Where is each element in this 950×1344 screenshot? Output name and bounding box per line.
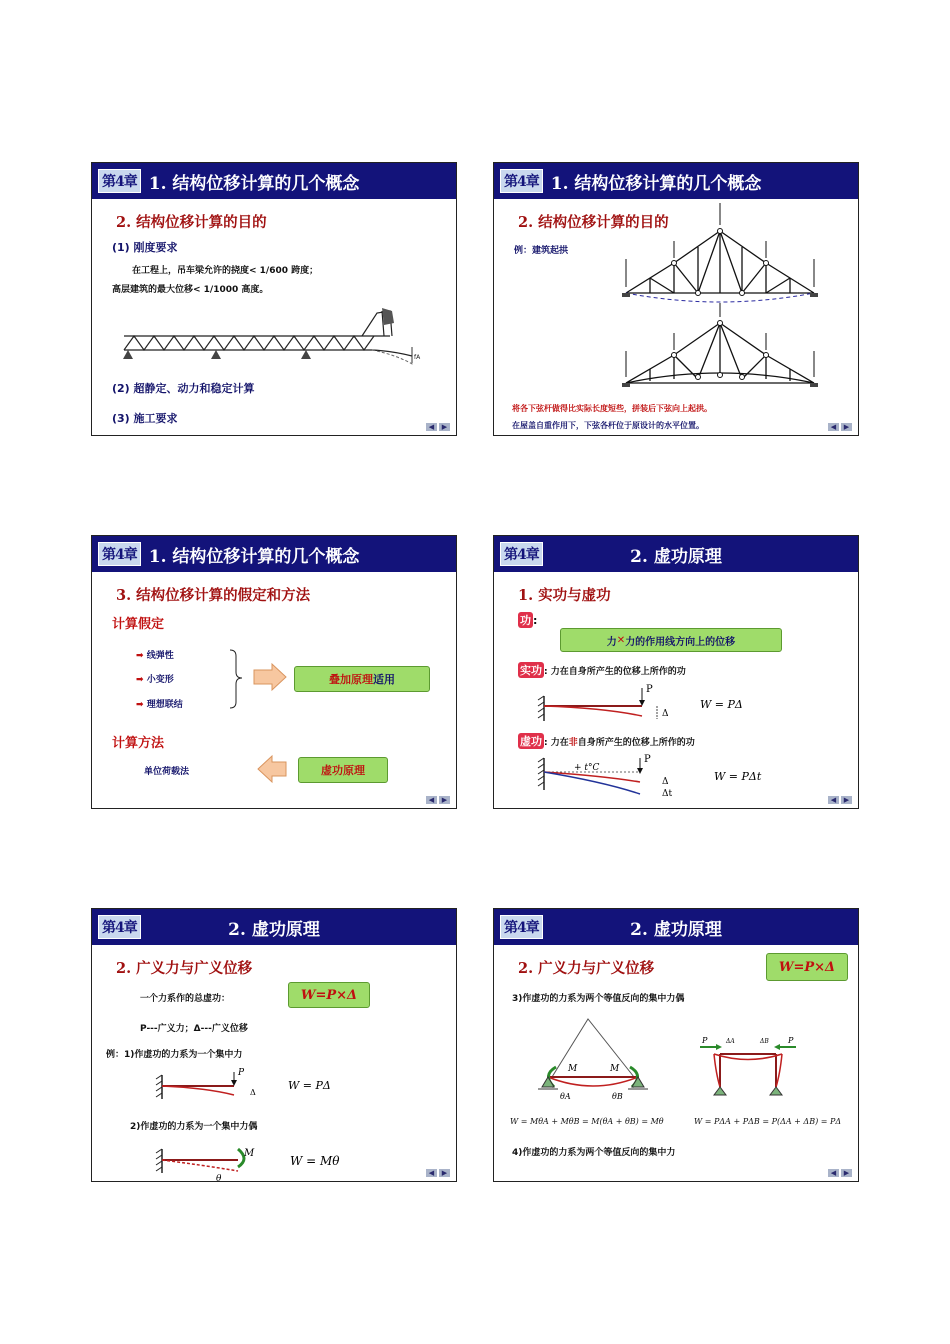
slide-3 (91, 535, 457, 809)
prev-arrow-icon[interactable]: ◀ (426, 1169, 437, 1177)
svg-text:M: M (244, 1148, 255, 1159)
slide-6 (493, 908, 859, 1182)
svg-text:P: P (788, 1036, 794, 1045)
eq-left: W = MθA + MθB = M(θA + θB) = Mθ (510, 1117, 664, 1126)
slide-nav (828, 423, 852, 431)
svg-text:Δt: Δt (662, 789, 673, 799)
bullet-arrow-icon: ➡ (136, 675, 144, 685)
slide-2 (493, 162, 859, 436)
chapter-badge: 第4章 (98, 542, 141, 566)
svg-text:θA: θA (560, 1092, 571, 1101)
svg-text:Δ: Δ (662, 777, 669, 787)
example-2: 2)作虚功的力系为一个集中力偶 (130, 1122, 258, 1132)
slide-5 (91, 908, 457, 1182)
svg-text:M: M (610, 1064, 620, 1074)
text-line-1: 在工程上，吊车梁允许的挠度< 1/600 跨度； (132, 266, 319, 276)
total-work-text: 一个力系作的总虚功： (140, 994, 231, 1004)
item-indeterminate: (2) 超静定、动力和稳定计算 (112, 382, 255, 395)
method-heading: 计算方法 (112, 736, 165, 751)
note-1: 将各下弦杆做得比实际长度短些，拼装后下弦向上起拱。 (512, 404, 712, 413)
slide-subtitle: 3. 结构位移计算的假定和方法 (116, 587, 311, 604)
item-stiffness: (1) 刚度要求 (112, 241, 178, 254)
text-line-2: 高层建筑的最大位移< 1/1000 高度。 (112, 285, 269, 295)
work-definition-box: 力 ✕ 力的作用线方向上的位移 (560, 628, 782, 652)
slide-subtitle: 2. 广义力与广义位移 (116, 960, 253, 977)
note-2: 在屋盖自重作用下，下弦各杆位于原设计的水平位置。 (512, 421, 704, 430)
couples-figure (494, 909, 859, 1182)
next-arrow-icon[interactable]: ▶ (841, 796, 852, 804)
next-arrow-icon[interactable]: ▶ (841, 423, 852, 431)
formula-box: W=P×Δ (766, 953, 848, 981)
slide-nav (828, 1169, 852, 1177)
svg-text:Δ: Δ (662, 709, 669, 719)
prev-arrow-icon[interactable]: ◀ (828, 423, 839, 431)
couple-figure (92, 909, 457, 1182)
svg-text:P: P (238, 1068, 245, 1078)
bullet-arrow-icon: ➡ (136, 651, 144, 661)
assumption-item: ➡ 小变形 (136, 675, 174, 685)
virtual-work-label: 虚功 : 力在非自身所产生的位移上所作的功 (520, 735, 695, 748)
svg-text:P: P (702, 1036, 708, 1045)
svg-text:P: P (644, 754, 651, 765)
prev-arrow-icon[interactable]: ◀ (426, 423, 437, 431)
prev-arrow-icon[interactable]: ◀ (426, 796, 437, 804)
chapter-badge: 第4章 (98, 915, 141, 939)
case-3: 3)作虚功的力系为两个等值反向的集中力偶 (512, 994, 685, 1004)
example-label: 例：建筑起拱 (514, 246, 569, 256)
superposition-box: 叠加原理 适用 (294, 666, 430, 692)
eq-virtual-work: W = PΔt (714, 770, 762, 783)
multiply-icon: ✕ (616, 634, 626, 646)
eq-right: W = PΔA + PΔB = P(ΔA + ΔB) = PΔ (694, 1117, 842, 1126)
formula-box: W=P×Δ (288, 982, 370, 1008)
slide-subtitle: 2. 广义力与广义位移 (518, 960, 655, 977)
svg-text:ΔB: ΔB (760, 1038, 769, 1045)
generalized-definition: P---广义力；Δ---广义位移 (140, 1024, 248, 1034)
slide-nav (828, 796, 852, 804)
real-work-label: 实功 : 力在自身所产生的位移上所作的功 (520, 664, 686, 677)
slide-4 (493, 535, 859, 809)
example-1: 例：1)作虚功的力系为一个集中力 (106, 1050, 243, 1060)
slide-subtitle: 2. 结构位移计算的目的 (116, 214, 267, 231)
assumption-item: ➡ 线弹性 (136, 651, 174, 661)
eq-force: W = PΔ (288, 1079, 331, 1092)
slide-title: 1. 结构位移计算的几个概念 (148, 173, 360, 194)
prev-arrow-icon[interactable]: ◀ (828, 1169, 839, 1177)
fA-label: fA (414, 354, 421, 361)
next-arrow-icon[interactable]: ▶ (841, 1169, 852, 1177)
unit-load-method: 单位荷载法 (144, 767, 190, 777)
virtual-work-box: 虚功原理 (298, 757, 388, 783)
virtual-work-figure (494, 536, 859, 809)
svg-text:θ: θ (216, 1174, 222, 1184)
work-label: 功 : (520, 614, 538, 627)
case-4: 4)作虚功的力系为两个等值反向的集中力 (512, 1148, 676, 1158)
eq-couple: W = Mθ (290, 1154, 340, 1168)
chapter-badge: 第4章 (98, 169, 141, 193)
slide-title: 1. 结构位移计算的几个概念 (148, 546, 360, 567)
svg-text:Δ: Δ (250, 1088, 256, 1097)
slide-1 (91, 162, 457, 436)
chapter-badge: 第4章 (500, 542, 543, 566)
assumption-item: ➡ 理想联结 (136, 700, 183, 710)
eq-real-work: W = PΔ (700, 698, 743, 711)
next-arrow-icon[interactable]: ▶ (439, 423, 450, 431)
chapter-badge: 第4章 (500, 169, 543, 193)
svg-text:+ t°C: + t°C (574, 763, 600, 773)
slide-title: 1. 结构位移计算的几个概念 (550, 173, 762, 194)
slide-subtitle: 1. 实功与虚功 (518, 587, 611, 604)
slide-nav (426, 796, 450, 804)
slide-title: 2. 虚功原理 (630, 919, 722, 940)
camber-truss-figure (494, 163, 859, 436)
item-construction: (3) 施工要求 (112, 412, 178, 425)
next-arrow-icon[interactable]: ▶ (439, 1169, 450, 1177)
svg-text:P: P (646, 684, 653, 695)
svg-text:θB: θB (612, 1092, 623, 1101)
prev-arrow-icon[interactable]: ◀ (828, 796, 839, 804)
chapter-badge: 第4章 (500, 915, 543, 939)
assumption-heading: 计算假定 (112, 617, 165, 632)
next-arrow-icon[interactable]: ▶ (439, 796, 450, 804)
svg-text:M: M (568, 1064, 578, 1074)
slide-nav (426, 1169, 450, 1177)
bullet-arrow-icon: ➡ (136, 700, 144, 710)
svg-text:ΔA: ΔA (726, 1038, 735, 1045)
slide-nav (426, 423, 450, 431)
slide-subtitle: 2. 结构位移计算的目的 (518, 214, 669, 231)
slide-title: 2. 虚功原理 (228, 919, 320, 940)
slide-title: 2. 虚功原理 (630, 546, 722, 567)
